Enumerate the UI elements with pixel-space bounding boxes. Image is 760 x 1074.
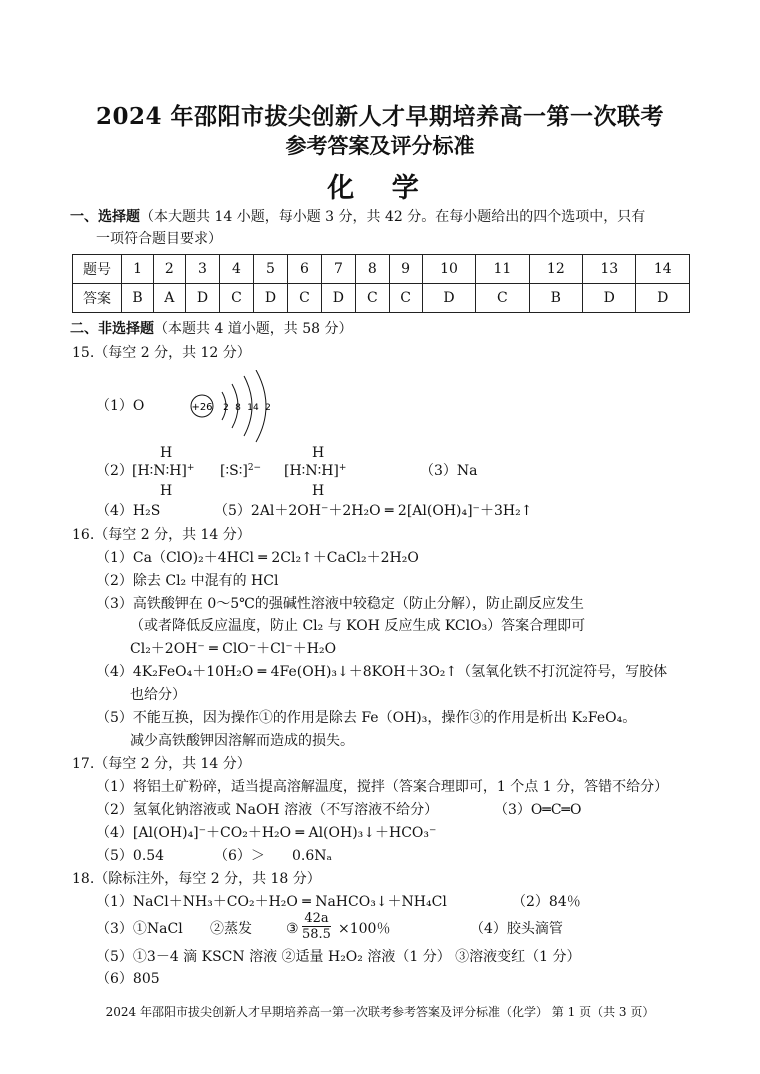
fraction-numerator: 42a [302,911,331,927]
q15-p4: （4）H₂S [96,503,161,519]
answer-table [72,254,690,313]
q16-p5-line1: （5）不能互换，因为操作①的作用是除去 Fe（OH)₃，操作③的作用是析出 K₂FeO₄。 [96,710,637,726]
q18-p1: （1）NaCl＋NH₃＋CO₂＋H₂O ═ NaHCO₃↓＋NH₄Cl [96,894,447,910]
answer-cell: D [185,284,220,313]
q18-p6: （6）805 [96,971,160,987]
q18-p3c: ③ [286,921,299,937]
answer-cell: D [253,284,288,313]
answer-cell: C [288,284,321,313]
q17-p6: （6）＞ [214,848,265,864]
answer-cell: C [220,284,253,313]
q16-p4-line2: 也给分） [130,687,186,703]
electron-formula-2 [220,462,261,480]
question-number-cell: 6 [288,255,321,284]
question-number-cell: 11 [476,255,529,284]
shell-electron-count: 2 [223,403,229,413]
q16-p4-line1: （4）4K₂FeO₄＋10H₂O ═ 4Fe(OH)₃↓＋8KOH＋3O₂↑（氢氧化铁不打沉淀符号，写胶体 [96,664,668,680]
electron-formula-h-top: H [160,445,173,461]
question-number-cell: 5 [253,255,288,284]
section1-heading: 一、选择题 [70,209,140,225]
formula-text: [H∶N∶H] [132,463,187,479]
electron-formula-3 [284,462,346,480]
charge: + [186,463,195,473]
table-header-cell: 题号 [73,255,122,284]
charge: 2− [247,463,262,473]
question-number-cell: 7 [321,255,356,284]
question-number-cell: 14 [636,255,690,284]
question-number-cell: 1 [122,255,154,284]
table-row [73,255,690,284]
question-number-cell: 10 [422,255,475,284]
table-header-cell: 答案 [73,284,122,313]
q18-p3a: （3）①NaCl [96,921,183,937]
answer-cell: A [154,284,186,313]
q18-p4: （4）胶头滴管 [470,921,563,937]
shell-electron-count: 8 [235,403,241,413]
electron-formula-h-top: H [312,445,325,461]
q15-p5: （5）2Al＋2OH⁻＋2H₂O ═ 2[Al(OH)₄]⁻＋3H₂↑ [214,503,533,519]
q18-p5: （5）①3－4 滴 KSCN 溶液 ②适量 H₂O₂ 溶液（1 分） ③溶液变红（1 分） [96,949,581,965]
answer-cell: C [356,284,389,313]
section1-desc-2: 一项符合题目要求） [96,231,222,247]
section2-desc: （本题共 4 道小题，共 58 分） [154,321,353,337]
answer-cell: C [389,284,422,313]
q17-p4: （4）[Al(OH)₄]⁻＋CO₂＋H₂O ═ Al(OH)₃↓＋HCO₃⁻ [96,825,437,841]
q17-p6-value: 0.6Nₐ [292,848,332,864]
nucleus-charge: +26 [191,402,213,413]
answer-cell: D [422,284,475,313]
electron-formula-h-bottom: H [160,483,173,499]
q17-p2: （2）氢氧化钠溶液或 NaOH 溶液（不写溶液不给分） [96,802,439,818]
question-number-cell: 8 [356,255,389,284]
q15-head: 15.（每空 2 分，共 12 分） [72,345,251,361]
question-number-cell: 12 [529,255,582,284]
answer-cell: D [583,284,636,313]
electron-formula-h-bottom: H [312,483,325,499]
title-line1: 2024 年邵阳市拔尖创新人才早期培养高一第一次联考 [95,103,665,130]
atomic-structure-diagram [182,370,282,450]
q17-p5: （5）0.54 [96,848,165,864]
page-footer: 2024 年邵阳市拔尖创新人才早期培养高一第一次联考参考答案及评分标准（化学） 第 1 页（共 3 页） [105,1005,655,1019]
fraction [302,911,331,942]
answer-cell: B [122,284,154,313]
q18-p3b: ②蒸发 [210,921,252,937]
q17-p1: （1）将铝土矿粉碎，适当提高溶解温度，搅拌（答案合理即可，1 个点 1 分，答错不给分） [96,779,669,795]
title-line2: 参考答案及评分标准 [285,133,475,158]
q15-p3: （3）Na [420,463,478,479]
q18-head: 18.（除标注外，每空 2 分，共 18 分） [72,871,321,887]
answer-cell: D [321,284,356,313]
shell-electron-count: 14 [247,403,259,413]
question-number-cell: 4 [220,255,253,284]
q18-p3d: ×100％ [338,921,391,937]
answer-cell: B [529,284,582,313]
section1-desc-1: （本大题共 14 小题，每小题 3 分，共 42 分。在每小题给出的四个选项中，只有 [140,209,646,225]
question-number-cell: 9 [389,255,422,284]
q15-p2-label: （2） [96,463,133,479]
table-row [73,284,690,313]
section1-heading-line [70,208,645,226]
q16-p3-line2: （或者降低反应温度，防止 Cl₂ 与 KOH 反应生成 KClO₃）答案合理即可 [130,618,586,634]
formula-text: [∶S∶] [220,463,248,479]
q18-fraction [302,911,331,942]
charge: + [338,463,347,473]
section2-heading: 二、非选择题 [70,321,154,337]
shell-electron-count: 2 [265,403,271,413]
answer-cell: C [476,284,529,313]
question-number-cell: 13 [583,255,636,284]
q16-p3-line3: Cl₂＋2OH⁻ ═ ClO⁻＋Cl⁻＋H₂O [130,641,337,657]
q17-head: 17.（每空 2 分，共 14 分） [72,756,251,772]
electron-formula-1 [132,462,194,480]
question-number-cell: 3 [185,255,220,284]
q16-p2: （2）除去 Cl₂ 中混有的 HCl [96,573,279,589]
q16-p5-line2: 减少高铁酸钾因溶解而造成的损失。 [130,733,354,749]
fraction-denominator: 58.5 [302,927,331,942]
q17-p3: （3）O═C═O [494,802,582,818]
q15-p1: （1）O [96,398,145,414]
question-number-cell: 2 [154,255,186,284]
subject-title: 化 学 [327,173,433,204]
section2-heading-line [70,320,353,338]
q16-p3-line1: （3）高铁酸钾在 0～5℃的强碱性溶液中较稳定（防止分解），防止副反应发生 [96,596,584,612]
q18-p2: （2）84％ [512,894,581,910]
answer-cell: D [636,284,690,313]
formula-text: [H∶N∶H] [284,463,339,479]
q16-p1: （1）Ca（ClO)₂＋4HCl ═ 2Cl₂↑＋CaCl₂＋2H₂O [96,550,419,566]
q16-head: 16.（每空 2 分，共 14 分） [72,527,251,543]
